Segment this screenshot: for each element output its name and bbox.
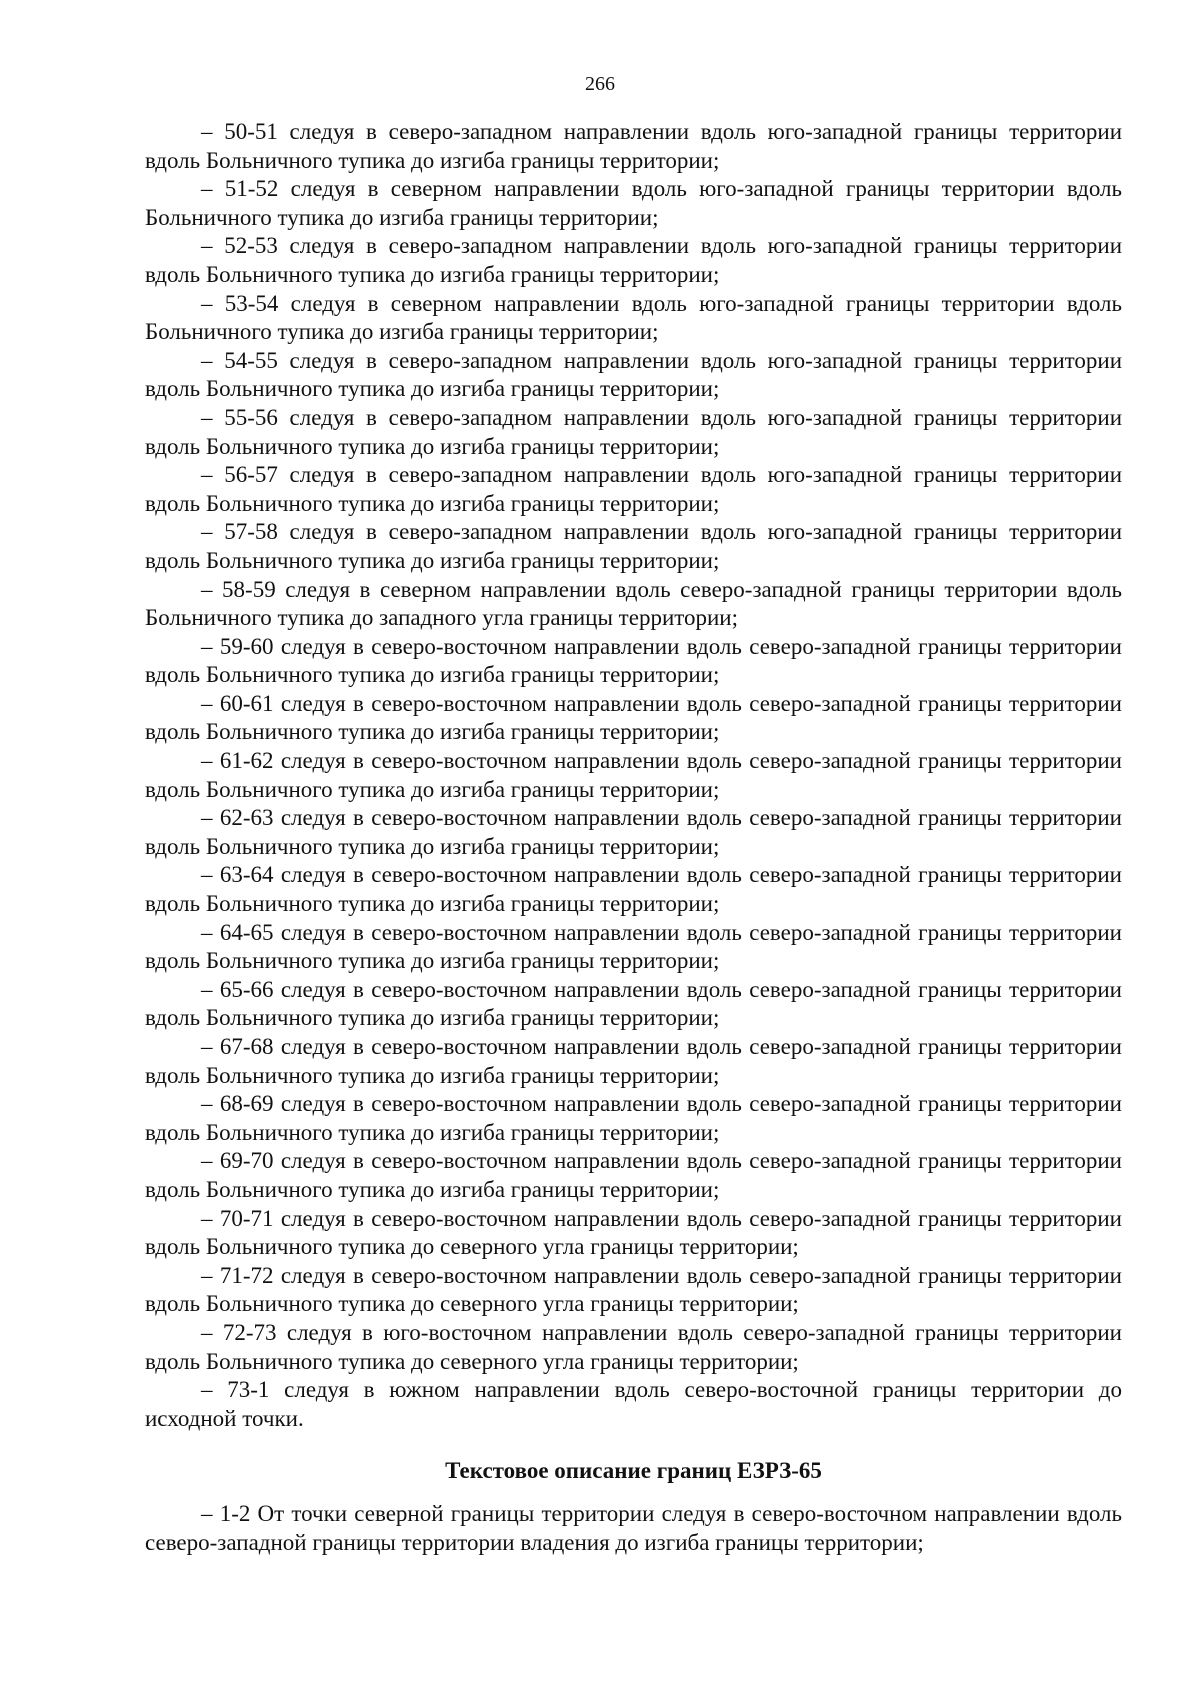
paragraph: – 65-66 следуя в северо-восточном направлении вдоль северо-западной границы территории вдоль Больничного тупика до изгиба границы территории; (145, 976, 1122, 1031)
paragraph: – 60-61 следуя в северо-восточном направлении вдоль северо-западной границы территории вдоль Больничного тупика до изгиба границы территории; (145, 690, 1122, 745)
paragraph: – 57-58 следуя в северо-западном направлении вдоль юго-западной границы территории вдоль Больничного тупика до изгиба границы территории; (145, 519, 1122, 573)
page-number: 266 (585, 73, 615, 95)
paragraph: – 62-63 следуя в северо-восточном направлении вдоль северо-западной границы территории вдоль Больничного тупика до изгиба границы территории; (145, 805, 1122, 859)
paragraph: – 54-55 следуя в северо-западном направлении вдоль юго-западной границы территории вдоль Больничного тупика до изгиба границы территории; (145, 347, 1122, 402)
paragraph: – 73-1 следуя в южном направлении вдоль северо-восточной границы территории до исходной точки. (145, 1377, 1122, 1431)
paragraph: – 52-53 следуя в северо-западном направлении вдоль юго-западной границы территории вдоль Больничного тупика до изгиба границы территории; (145, 233, 1122, 287)
paragraph: – 55-56 следуя в северо-западном направлении вдоль юго-западной границы территории вдоль Больничного тупика до изгиба границы территории; (145, 404, 1122, 459)
paragraph: – 63-64 следуя в северо-восточном направлении вдоль северо-западной границы территории вдоль Больничного тупика до изгиба границы территории; (145, 862, 1122, 917)
paragraph: – 58-59 следуя в северном направлении вдоль северо-западной границы территории вдоль Больничного тупика до западного угла границы территории; (145, 576, 1122, 631)
section-heading: Текстовое описание границ ЕЗРЗ-65 (445, 1458, 822, 1484)
paragraph: – 61-62 следуя в северо-восточном направлении вдоль северо-западной границы территории вдоль Больничного тупика до изгиба границы территории; (145, 748, 1122, 802)
paragraph: – 53-54 следуя в северном направлении вдоль юго-западной границы территории вдоль Больничного тупика до изгиба границы территории; (145, 290, 1122, 345)
paragraph: – 72-73 следуя в юго-восточном направлении вдоль северо-западной границы территории вдоль Больничного тупика до северного угла границы территории; (145, 1319, 1122, 1374)
paragraph: – 64-65 следуя в северо-восточном направлении вдоль северо-западной границы территории вдоль Больничного тупика до изгиба границы территории; (145, 919, 1122, 974)
paragraph: – 69-70 следуя в северо-восточном направлении вдоль северо-западной границы территории вдоль Больничного тупика до изгиба границы территории; (145, 1148, 1122, 1202)
paragraph: – 71-72 следуя в северо-восточном направлении вдоль северо-западной границы территории вдоль Больничного тупика до северного угла границы территории; (145, 1262, 1122, 1317)
paragraph: – 56-57 следуя в северо-западном направлении вдоль юго-западной границы территории вдоль Больничного тупика до изгиба границы территории; (145, 462, 1122, 516)
paragraph: – 50-51 следуя в северо-западном направлении вдоль юго-западной границы территории вдоль Больничного тупика до изгиба границы территории; (145, 119, 1122, 173)
paragraph: – 67-68 следуя в северо-восточном направлении вдоль северо-западной границы территории вдоль Больничного тупика до изгиба границы территории; (145, 1034, 1122, 1088)
paragraph: – 70-71 следуя в северо-восточном направлении вдоль северо-западной границы территории вдоль Больничного тупика до северного угла границы территории; (145, 1205, 1122, 1260)
paragraph: – 68-69 следуя в северо-восточном направлении вдоль северо-западной границы территории вдоль Больничного тупика до изгиба границы территории; (145, 1091, 1122, 1145)
paragraph: – 59-60 следуя в северо-восточном направлении вдоль северо-западной границы территории вдоль Больничного тупика до изгиба границы территории; (145, 633, 1122, 688)
paragraph: – 1-2 От точки северной границы территории следуя в северо-восточном направлении вдоль северо-западной границы территории владения до изгиба границы территории; (145, 1500, 1122, 1555)
page-content (145, 118, 1122, 1557)
paragraph: – 51-52 следуя в северном направлении вдоль юго-западной границы территории вдоль Больничного тупика до изгиба границы территории; (145, 176, 1122, 230)
